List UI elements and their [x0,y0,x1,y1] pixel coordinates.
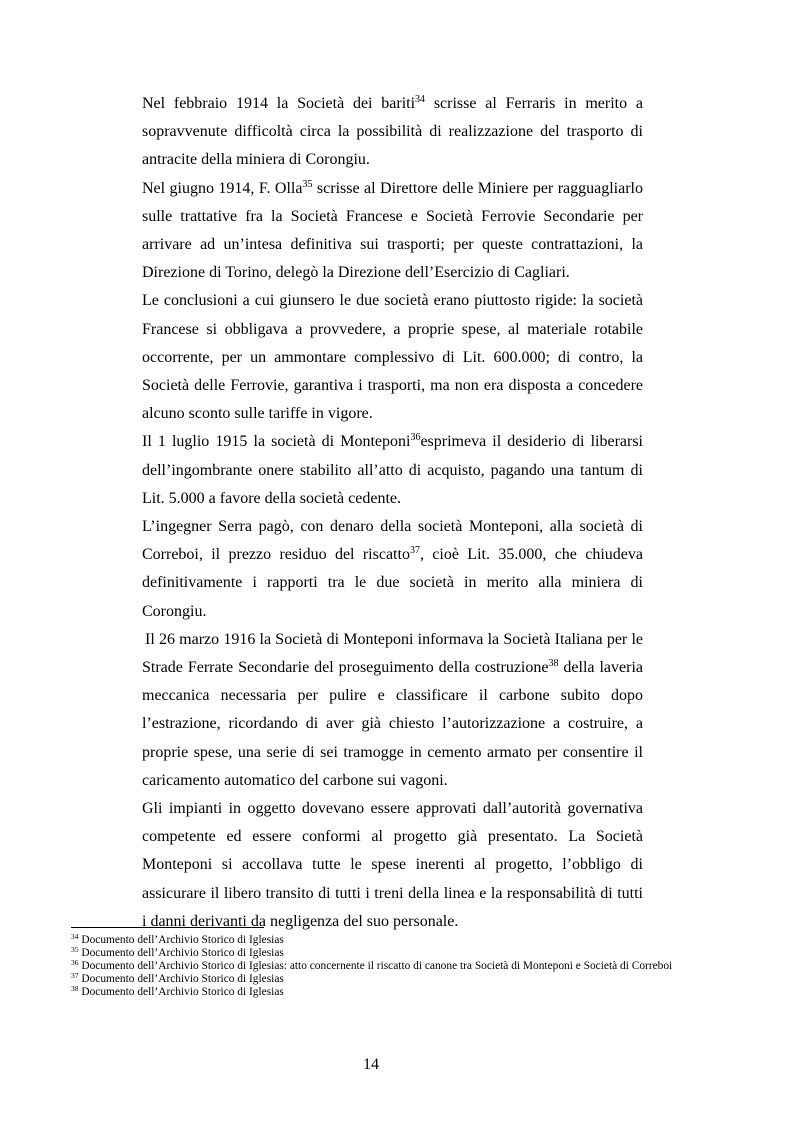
body-text [142,90,643,936]
footnote-number: 35 [71,945,79,955]
footnote-number: 34 [71,932,79,941]
paragraph-text: L’ingegner Serra pagò, con denaro della società Monteponi, alla società di Correboi, il prezzo residuo del riscatto [142,518,643,564]
footnote-text: Documento dell’Archivio Storico di Iglesias [78,986,284,999]
footnote-text: Documento dell’Archivio Storico di Iglesias [78,947,284,960]
footnote [71,934,673,947]
paragraph-text: Nel febbraio 1914 la Società dei bariti [142,95,416,112]
paragraph [142,287,643,428]
paragraph-text: Gli impianti in oggetto dovevano essere approvati dall’autorità governativa competente ed essere conformi al progetto già presentato. La Società Monteponi si accollava tutte le spese inerenti al progetto, l’obbligo di assicurare il libero transito di tutti i treni della linea e la responsabilità di tutti i danni derivanti da negligenza del suo personale. [142,800,643,930]
paragraph-text: della laveria meccanica necessaria per pulire e classificare il carbone subito dopo l’estrazione, ricordando di aver già chiesto l’autorizzazione a costruire, a proprie spese, una serie di sei tramogge in cemento armato per consentire il caricamento automatico del carbone sui vagoni. [142,659,643,789]
footnote-number: 38 [71,984,79,994]
footnote-reference: 38 [548,658,559,670]
paragraph [142,90,643,175]
paragraph [142,175,643,288]
footnote [71,986,673,999]
paragraph-text: Le conclusioni a cui giunsero le due società erano piuttosto rigide: la società Francese si obbligava a provvedere, a proprie spese, al materiale rotabile occorrente, per un ammontare complessivo di Lit. 600.000; di contro, la Società delle Ferrovie, garantiva i trasporti, ma non era disposta a concedere alcuno sconto sulle tariffe in vigore. [142,292,643,423]
paragraph-text: esprimeva il desiderio di liberarsi dell’ingombrante onere stabilito all’atto di acquisto, pagando una tantum di Lit. 5.000 a favore della società cedente. [142,433,644,507]
paragraph [142,626,643,795]
footnote-text: Documento dell’Archivio Storico di Iglesias [78,973,284,986]
paragraph [142,428,643,513]
paragraph-text: Il 26 marzo 1916 la Società di Monteponi informava la Società Italiana per le Strade Ferrate Secondarie del proseguimento della costruzione [142,630,643,677]
footnote-number: 37 [71,971,79,981]
footnote-number: 36 [71,958,79,968]
paragraph [142,795,643,936]
footnote-reference: 36 [410,432,421,444]
footnotes [71,934,673,999]
footnote [71,960,673,973]
paragraph [142,513,643,626]
footnote-reference: 37 [409,545,420,557]
footnote-separator [71,927,264,928]
footnote [71,973,673,986]
paragraph-text: , cioè Lit. 35.000, che chiudeva definitivamente i rapporti tra le due società in merito alla miniera di Corongiu. [142,546,643,620]
footnote-reference: 35 [302,178,313,190]
footnote-text: Documento dell’Archivio Storico di Iglesias: atto concernente il riscatto di canone tra Società di Monteponi e Società di Correboi [78,960,673,973]
footnote-text: Documento dell’Archivio Storico di Iglesias [78,934,284,946]
paragraph-text: Il 1 luglio 1915 la società di Monteponi [142,433,411,451]
paragraph-text: Nel giugno 1914, F. Olla [142,179,303,197]
footnote [71,947,673,960]
page-number: 14 [363,1056,379,1073]
paragraph-text: scrisse al Direttore delle Miniere per ragguagliarlo sulle trattative fra la Società Francese e Società Ferrovie Secondarie per arrivare ad un’intesa definitiva sui trasporti; per queste contrattazioni, la Direzione di Torino, delegò la Direzione dell’Esercizio di Cagliari. [142,179,643,282]
footnote-reference: 34 [415,94,426,105]
paragraph-text: scrisse al Ferraris in merito a sopravvenute difficoltà circa la possibilità di realizzazione del trasporto di antracite della miniera di Corongiu. [142,95,644,169]
